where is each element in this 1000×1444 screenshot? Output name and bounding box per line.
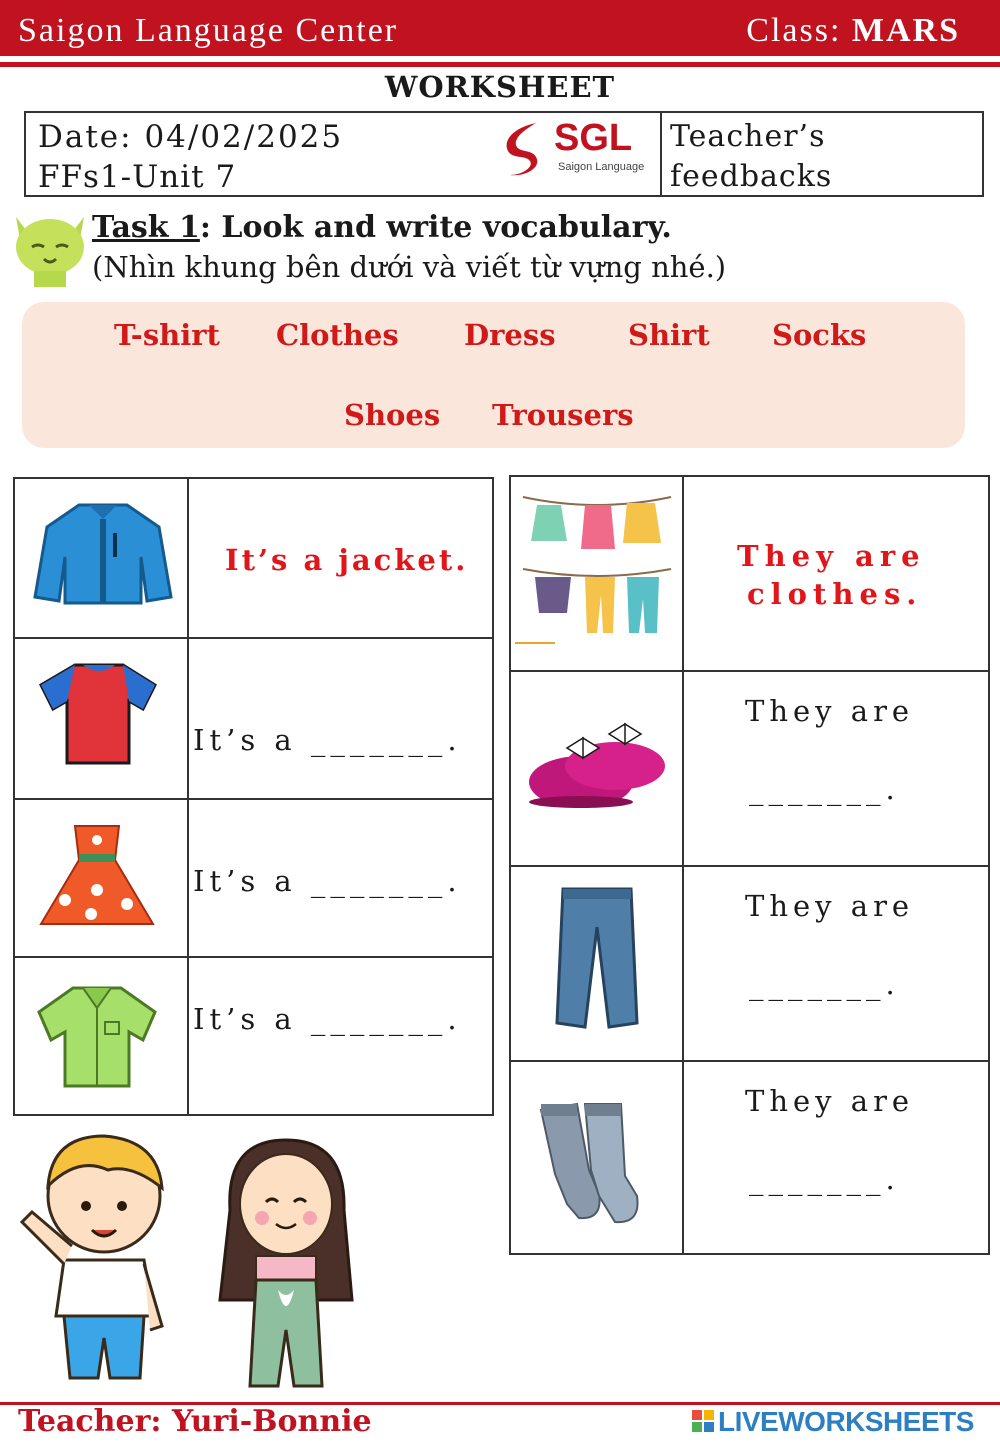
sentence-text: They are [745, 889, 915, 923]
sentence-text: _______. [749, 967, 900, 1001]
liveworksheets-brand[interactable]: LIVEWORKSHEETS [718, 1406, 974, 1437]
table-row [15, 800, 492, 958]
info-box [24, 111, 984, 197]
word-bank [22, 302, 965, 448]
class-name: MARS [851, 12, 960, 49]
sgl-logo [496, 117, 656, 179]
task-instruction: : Look and write vocabulary. [199, 210, 672, 245]
school-name: Saigon Language Center [18, 12, 399, 49]
cat-icon [8, 209, 92, 287]
sgl-logo-icon [496, 117, 556, 179]
word-bank-item: Trousers [492, 398, 634, 432]
logo-subtext: Saigon Language [558, 161, 645, 173]
table-row [511, 672, 988, 867]
dress-image [35, 820, 159, 932]
table-row [15, 479, 492, 639]
right-table [509, 475, 990, 1255]
sentence-text: It’s a _______. [193, 864, 462, 898]
table-row [511, 867, 988, 1062]
task-title [92, 210, 672, 245]
clothes-image [515, 483, 679, 647]
table-row [15, 958, 492, 1114]
boy-illustration [12, 1126, 172, 1396]
word-bank-item: Socks [772, 318, 867, 352]
tshirt-image [37, 657, 161, 769]
sentence-text: It’s a _______. [193, 723, 462, 757]
shirt-image [33, 982, 161, 1090]
answer-text: clothes. [747, 577, 923, 611]
word-bank-item: T-shirt [114, 318, 220, 352]
word-bank-item: Clothes [276, 318, 399, 352]
header-bar [0, 0, 1000, 56]
sentence-text: _______. [749, 1162, 900, 1196]
left-table [13, 477, 494, 1116]
sentence-text: _______. [749, 772, 900, 806]
teacher-name: Teacher: Yuri-Bonnie [18, 1404, 372, 1439]
girl-illustration [206, 1130, 366, 1396]
word-bank-item: Shoes [344, 398, 441, 432]
class-info [746, 12, 960, 50]
sentence-text: They are [745, 694, 915, 728]
word-bank-item: Dress [464, 318, 556, 352]
table-row [511, 1062, 988, 1253]
answer-text: It’s a jacket. [225, 543, 469, 577]
jacket-image [29, 497, 177, 609]
unit-text: FFs1-Unit 7 [38, 159, 237, 195]
task-subtitle: (Nhìn khung bên dưới và viết từ vựng nhé.) [92, 250, 727, 284]
trousers-image [553, 883, 641, 1031]
class-label: Class: [746, 12, 842, 49]
socks-image [533, 1100, 653, 1228]
sentence-text: They are [745, 1084, 915, 1118]
shoes-image [521, 712, 675, 822]
task-label: Task 1 [92, 210, 200, 245]
table-row [15, 639, 492, 800]
teacher-feedback-label: Teacher’s feedbacks [670, 119, 833, 194]
liveworksheets-logo-icon [692, 1410, 716, 1434]
logo-text: SGL [554, 117, 633, 159]
answer-text: They are [737, 539, 926, 573]
sentence-text: It’s a _______. [193, 1002, 462, 1036]
date-text: Date: 04/02/2025 [38, 119, 344, 155]
word-bank-item: Shirt [628, 318, 710, 352]
worksheet-title: WORKSHEET [384, 70, 616, 104]
header-divider [0, 62, 1000, 67]
table-row [511, 477, 988, 672]
info-divider [660, 113, 662, 195]
